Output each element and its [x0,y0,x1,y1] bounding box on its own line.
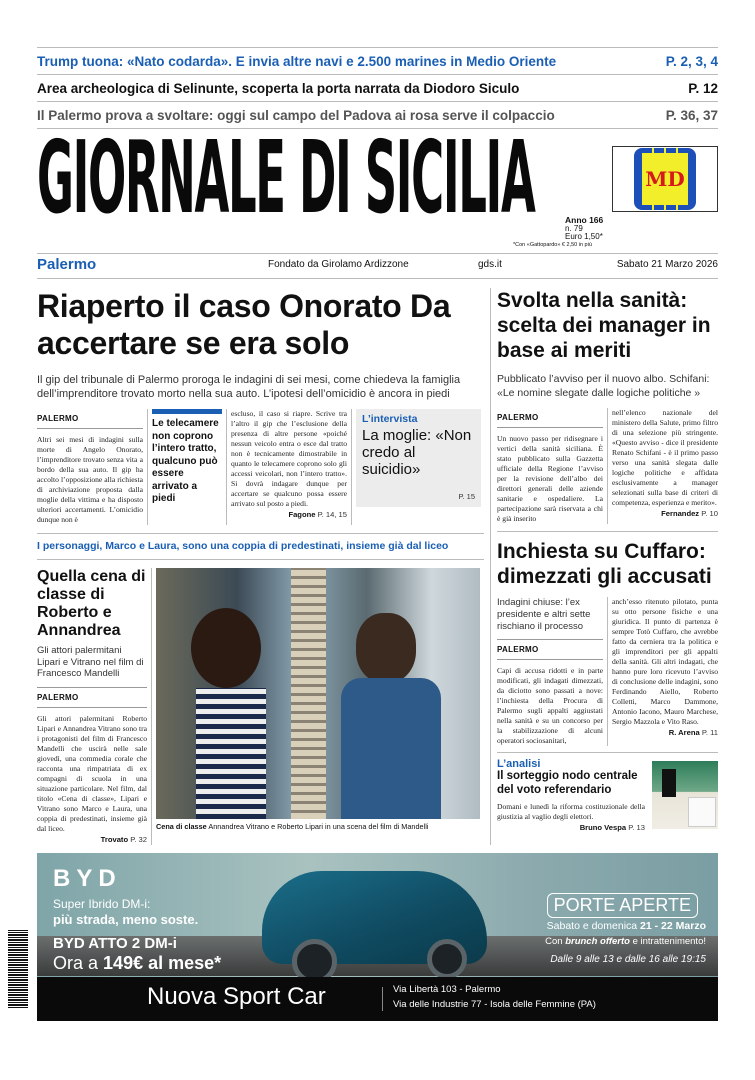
teaser-page: P. 2, 3, 4 [665,53,718,69]
lead-col2: escluso, il caso si riapre. Scrive tra l’altro il gip che l’esclusione della presenza di altre persone «poiché nessun veicolo entra o esce dal tratto non è tecnicamente dimostrabile in quanto le telecamere coprono solo gli accessi veicolari, non l’intero tratto». Si dovrà indagare dunque per accertare se qualcuno possa essere arrivato sul posto a piedi. Fagone P. 14, 15 [231,409,347,519]
lead-quote: Le telecamere non coprono l’intero tratto, qualcuno può essere arrivato a piedi [152,409,222,506]
cuffaro-author: R. Arena [668,728,700,737]
film-author: Trovato [100,834,129,844]
cuffaro-col1: PALERMO Capi di accusa ridotti e in parte modificati, gli indagati dimezzati, da diciotto sono passati a nove: l’inchiesta della Procura di Palermo sugli appalti aggiustati nella sanità e su un concorso per la stabilizzazione di alcuni operatori sociosanitari, [497,639,603,746]
teaser-page: P. 36, 37 [665,107,718,123]
edition-label: Palermo [37,256,97,273]
teaser-1[interactable] [37,47,718,74]
film-pages: P. 32 [130,834,147,844]
byd-logo: BYD [53,864,122,892]
sanita-subtitle: Pubblicato l’avviso per il nuovo albo. Schifani: «Le nomine slegate dalle logiche politiche » [497,373,710,399]
issue-info: Anno 166 n. 79 Euro 1,50* *Con «Gattopardo» € 2,50 in più [513,215,604,248]
issue-date: Sabato 21 Marzo 2026 [616,259,718,270]
lead-author: Fagone [288,510,316,519]
voting-booth-photo[interactable] [652,761,718,829]
strap-line: I personaggi, Marco e Laura, sono una coppia di predestinati, insieme già dal liceo [37,540,449,552]
byd-advertisement[interactable]: BYD Super Ibrido DM-i: più strada, meno soste. BYD ATTO 2 DM-i Ora a 149€ al mese* PORTE APERTE Sabato e domenica 21 - 22 Marzo Con brunch offerto e intrattenimento! Dalle 9 alle 13 e dalle 16 alle 19:15 Nuova Sport Car Via Libertà 103 - Palermo Via delle Industrie 77 - Isola delle Femmine (PA) [37,853,718,1021]
lead-headline[interactable]: Riaperto il caso Onorato Da accertare se era solo [37,288,451,361]
teaser-text: Trump tuona: «Nato codarda». E invia altre navi e 2.500 marines in Medio Oriente [37,53,557,69]
film-body: PALERMO Gli attori palermitani Roberto Lipari e Annandrea Vitrano sono tra i protagonisti del film di Francesco Mandelli che uscirà nelle sale giovedì, una commedia corale che racconta una rimpatriata di ex compagni di scuola in una situazione particolare. Nel film, dal titolo «Cena di classe», Lipari e Vitrano sono Marco e Laura, una coppia di predestinati, insieme già dal liceo. Trovato P. 32 [37,687,147,845]
md-logo-text: MD [645,167,685,191]
analisi-box[interactable]: L’analisi Il sorteggio nodo centrale del voto referendario Domani e lunedì la riforma costituzionale della giustizia al vaglio degli elettori. Bruno Vespa P. 13 [497,758,645,832]
film-photo[interactable] [156,568,480,819]
sanita-pages: P. 10 [701,509,718,518]
film-headline[interactable]: Quella cena di classe di Roberto e Annandrea [37,568,146,639]
teaser-text: Area archeologica di Selinunte, scoperta la porta narrata da Diodoro Siculo [37,80,520,96]
analisi-pages: P. 13 [628,823,645,832]
sanita-author: Fernandez [661,509,700,518]
founder-line: Fondato da Girolamo Ardizzone [268,259,409,270]
film-subtitle: Gli attori palermitani Lipari e Vitrano nel film di Francesco Mandelli [37,645,144,679]
sanita-col2: nell’elenco nazionale del ministero della Salute, primo filtro di una selezione più stringente. «Questo avviso - dice il presidente Renato Schifani - è il primo passo verso una sanità slegata dalle logiche politiche e affidata esclusivamente a manager selezionati sulla base di criteri di competenza, esperienza e merito». Fernandez P. 10 [612,408,718,518]
md-ad-logo[interactable] [612,146,718,212]
teaser-2[interactable] [37,74,718,101]
interview-box[interactable]: L’intervista La moglie: «Non credo al suicidio» P. 15 [356,409,481,507]
sanita-col1: PALERMO Un nuovo passo per ridisegnare i vertici della sanità siciliana. È stato pubblicato sulla Gazzetta ufficiale della Regione l’avviso per la revisione dell’albo dei direttori generali delle aziende sanitarie e ospedaliere. La partecipazione sarà riservata a chi è già inserito [497,413,603,523]
masthead-title[interactable]: GIORNALE DI SICILIA [37,119,535,236]
site-link[interactable]: gds.it [478,259,502,270]
lead-col1: PALERMO Altri sei mesi di indagini sulla morte di Angelo Onorato, l’imprenditore trovato senza vita a bordo della sua auto. Il gip ha accolto l’opposizione alla richiesta di archiviazione proposta dalla moglie della vittima e ha disposto ulteriori accertamenti. L’omicidio dunque non è [37,414,143,524]
cuffaro-subtitle: Indagini chiuse: l’ex presidente e altri sette rischiano il processo [497,597,591,632]
barcode [37,913,38,914]
cuffaro-headline[interactable]: Inchiesta su Cuffaro: dimezzati gli accusati [497,540,712,588]
teaser-text: Il Palermo prova a svoltare: oggi sul campo del Padova ai rosa serve il colpaccio [37,107,555,123]
lead-pages: P. 14, 15 [317,510,347,519]
photo-caption: Cena di classe Annandrea Vitrano e Roberto Lipari in una scena del film di Mandelli [156,822,429,831]
analisi-author: Bruno Vespa [579,823,627,832]
teaser-page: P. 12 [688,80,718,96]
cuffaro-pages: P. 11 [701,728,718,737]
barcode-strip [8,930,28,1008]
lead-subtitle: Il gip del tribunale di Palermo proroga le indagini di sei mesi, come chiedeva la famiglia dell’imprenditore trovato morto nella sua auto. L’ipotesi dell’omicidio è ancora in piedi [37,374,461,400]
sanita-headline[interactable]: Svolta nella sanità: scelta dei manager in base ai meriti [497,289,711,362]
cuffaro-col2: anch’esso ritenuto pilotato, punta su otto persone fisiche e una giuridica. Il punto di partenza è sempre Totò Cuffaro, che avrebbe fatto da cerniera tra la politica e gli imprenditori per gli appalti della sanità. Gli altri indagati, che hanno pure loro ricevuto l’avviso di conclusione delle indagini, sono Ferdinando Aiello, Roberto Colletti, Marco Dammone, Antonio Iacono, Mauro Marchese, Sergio Mazzola e Vito Raso. R. Arena P. 11 [612,597,718,737]
